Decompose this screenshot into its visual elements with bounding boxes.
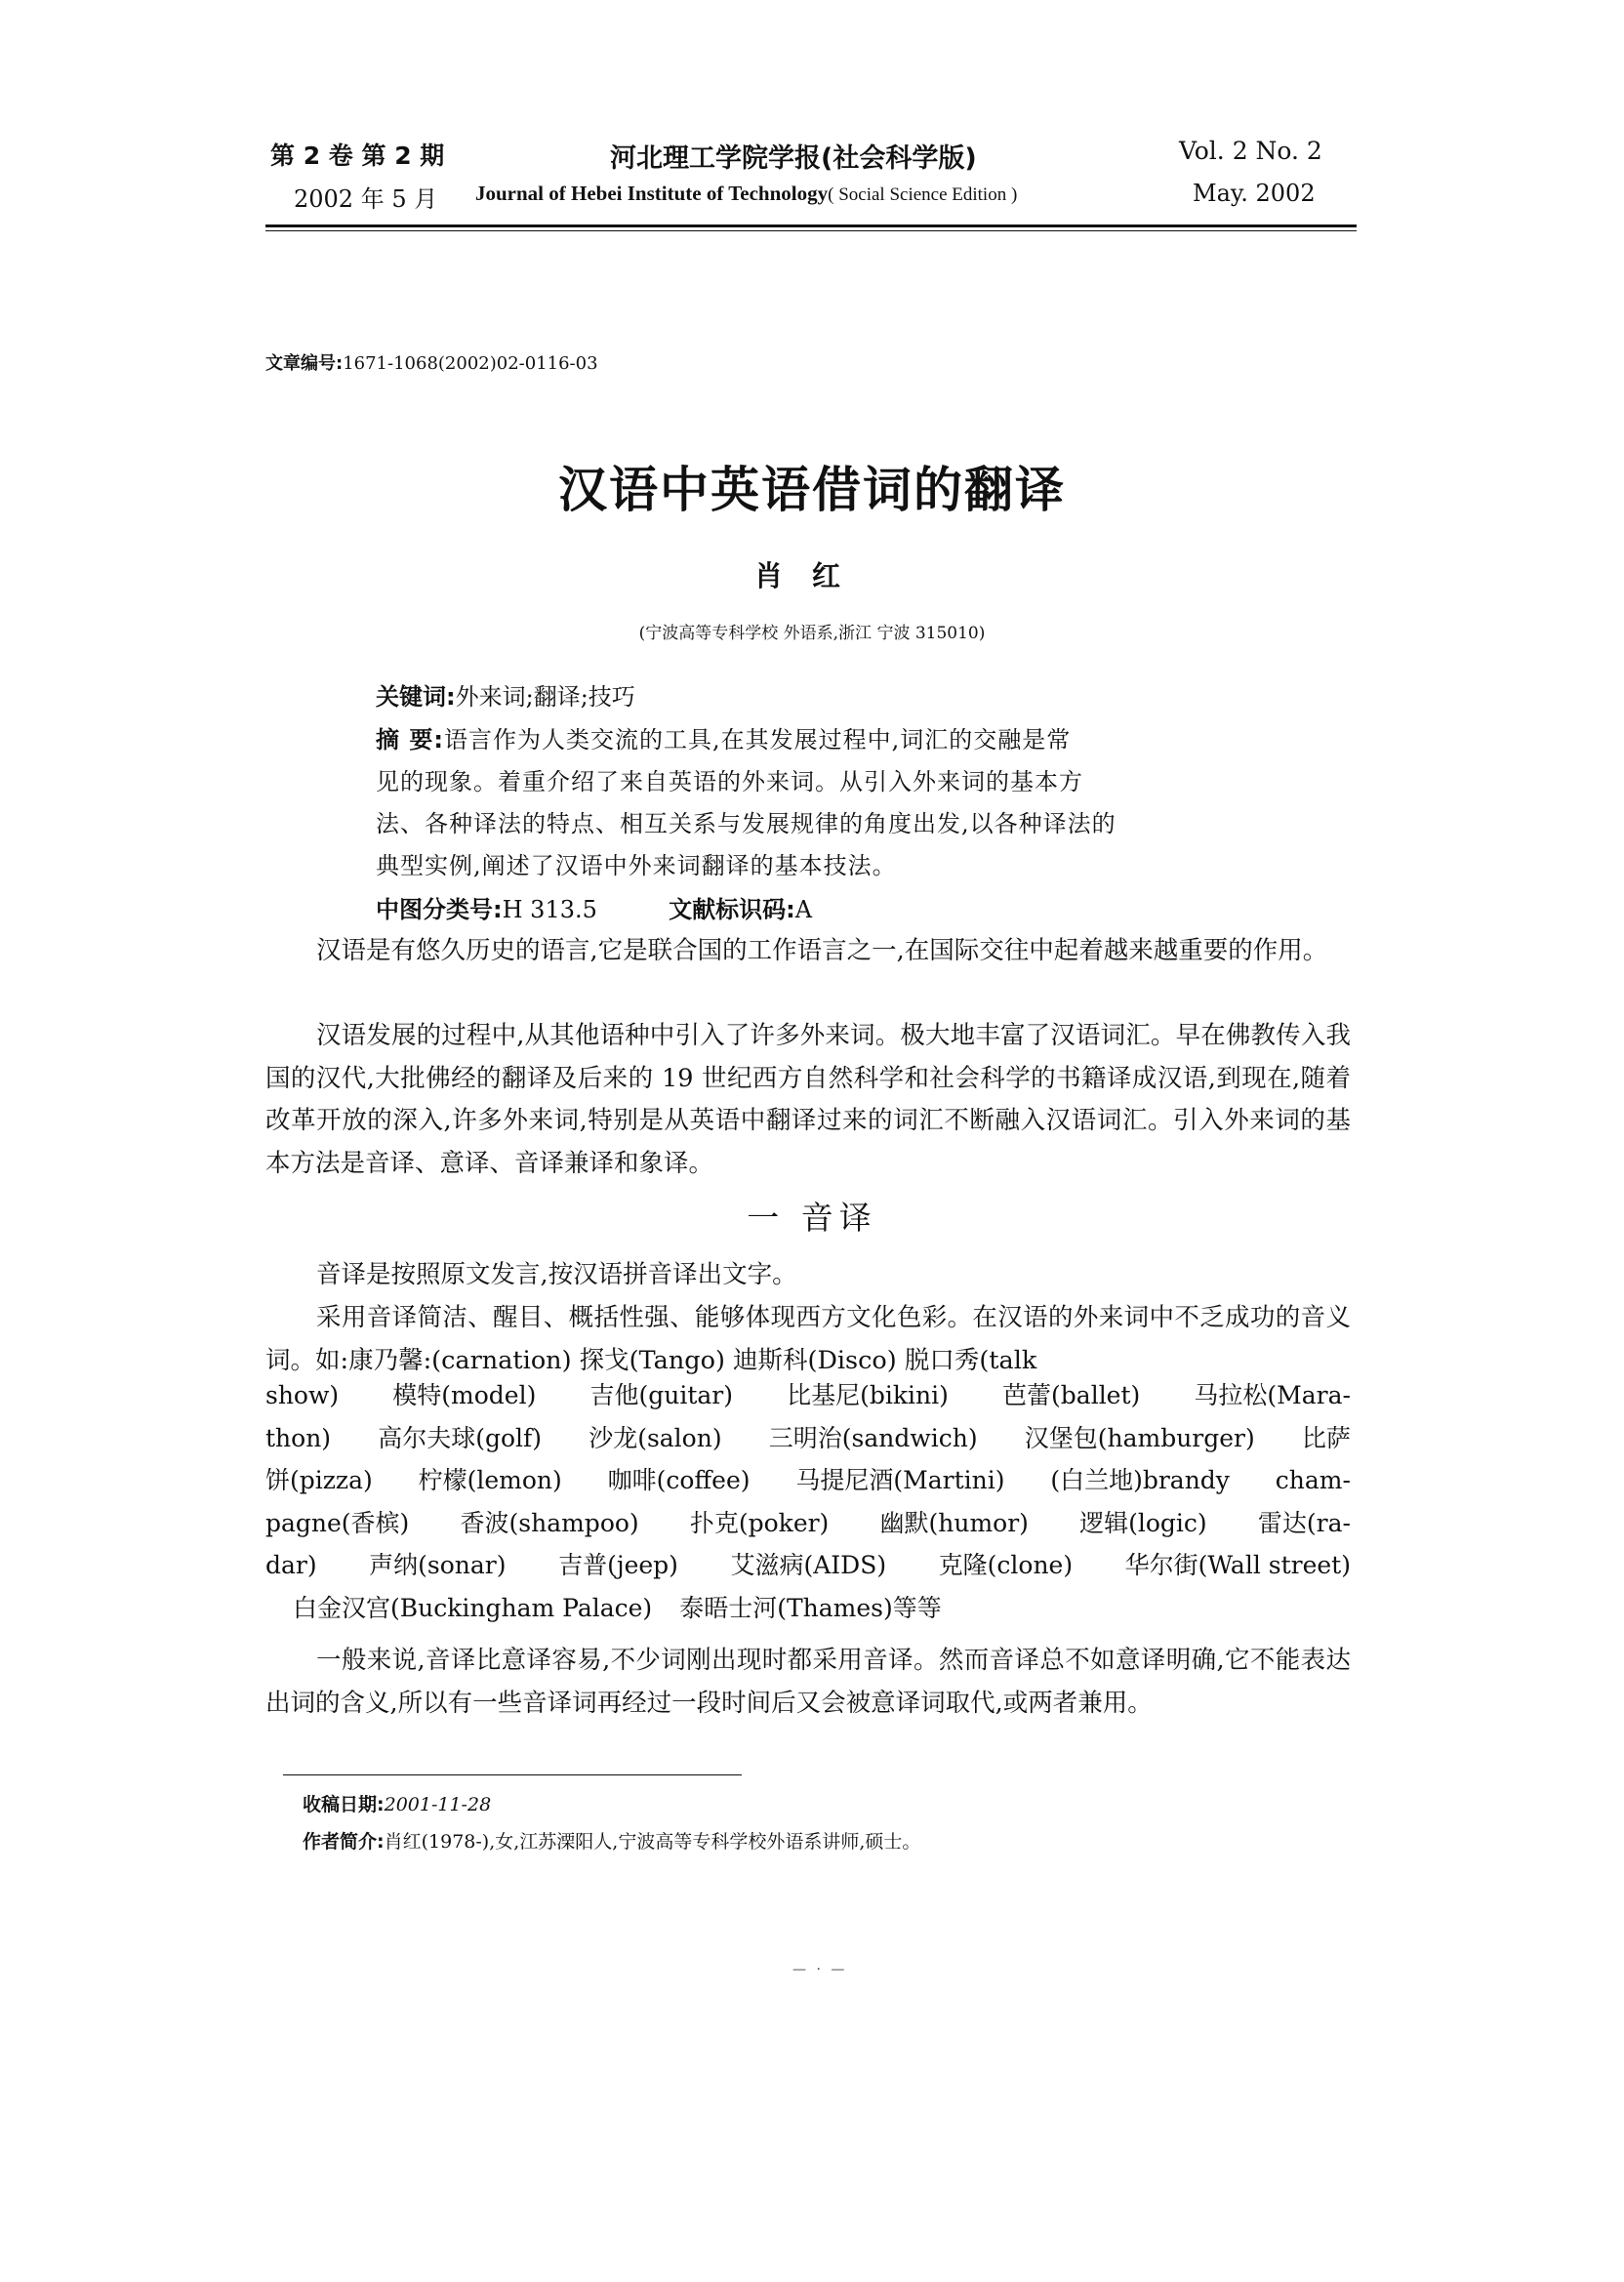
section-heading: 一 音译 [747, 1199, 877, 1237]
footnote-author [303, 1827, 920, 1854]
header-volume-issue-cn: 第 2 卷 第 2 期 [270, 142, 445, 170]
clc-value: H 313.5 [502, 896, 597, 923]
received-value: 2001-11-28 [384, 1794, 492, 1815]
keywords-value: 外来词;翻译;技巧 [455, 683, 635, 711]
example-line: 饼(pizza) 柠檬(lemon) 咖啡(coffee) 马提尼酒(Martini) (白兰地)brandy cham- [265, 1466, 1351, 1494]
abstract-line-3: 法、各种译法的特点、相互关系与发展规律的角度出发,以各种译法的 [376, 810, 1116, 837]
author-name: 肖红 [753, 559, 870, 592]
body-paragraph-4: 采用音译简洁、醒目、概括性强、能够体现西方文化色彩。在汉语的外来词中不乏成功的音义词。如:康乃馨:(carnation) 探戈(Tango) 迪斯科(Disco) 脱口秀(talk [265, 1303, 1351, 1375]
page-number: — · — [792, 1962, 848, 1977]
body-paragraph-1: 汉语是有悠久历史的语言,它是联合国的工作语言之一,在国际交往中起着越来越重要的作用。 [316, 936, 1328, 965]
footnote-rule [283, 1774, 742, 1775]
article-title: 汉语中英语借词的翻译 [558, 462, 1066, 518]
abstract-line-1: 摘 要:语言作为人类交流的工具,在其发展过程中,词汇的交融是常 [376, 726, 1072, 754]
header-journal-en [475, 182, 1017, 206]
header-journal-cn: 河北理工学院学报(社会科学版) [610, 143, 977, 174]
clc-label: 中图分类号: [376, 896, 503, 923]
body-paragraph-2: 汉语发展的过程中,从其他语种中引入了许多外来词。极大地丰富了汉语词汇。早在佛教传入我国的汉代,大批佛经的翻译及后来的 19 世纪西方自然科学和社会科学的书籍译成汉语,到现在,随着改革开放的深入,许多外来词,特别是从英语中翻译过来的词汇不断融入汉语词汇。引入外来词的基本方法是音译、意译、音译兼译和象译。 [265, 1021, 1351, 1178]
article-number-value: 1671-1068(2002)02-0116-03 [343, 353, 598, 374]
header-journal-en-edition: ( Social Science Edition ) [828, 184, 1018, 205]
footnote-received [303, 1790, 491, 1816]
header-rule-thick [265, 224, 1357, 227]
keywords [376, 677, 635, 712]
example-line: pagne(香槟) 香波(shampoo) 扑克(poker) 幽默(humor) 逻辑(logic) 雷达(ra- [265, 1508, 1351, 1537]
example-line: show) 模特(model) 吉他(guitar) 比基尼(bikini) 芭蕾(ballet) 马拉松(Mara- [265, 1381, 1351, 1409]
keywords-label: 关键词: [376, 683, 456, 711]
example-line: dar) 声纳(sonar) 吉普(jeep) 艾滋病(AIDS) 克隆(clone) 华尔街(Wall street) [265, 1551, 1351, 1579]
article-number-label: 文章编号: [265, 353, 344, 374]
body-paragraph-5: 一般来说,音译比意译容易,不少词刚出现时都采用音译。然而音译总不如意译明确,它不能表达出词的含义,所以有一些音译词再经过一段时间后又会被意译词取代,或两者兼用。 [265, 1646, 1351, 1718]
abstract-label: 摘 要: [376, 726, 444, 754]
body-paragraph-3: 音译是按照原文发言,按汉语拼音译出文字。 [316, 1260, 797, 1289]
doc-code-value: A [794, 896, 813, 923]
header-date-cn: 2002 年 5 月 [294, 185, 438, 213]
author-bio-label: 作者简介: [303, 1831, 385, 1853]
example-line: thon) 高尔夫球(golf) 沙龙(salon) 三明治(sandwich) 汉堡包(hamburger) 比萨 [265, 1423, 1351, 1452]
header-volume-issue-en: Vol. 2 No. 2 [1179, 137, 1322, 165]
doc-code-label: 文献标识码: [669, 896, 795, 923]
author-bio-value: 肖红(1978-),女,江苏溧阳人,宁波高等专科学校外语系讲师,硕士。 [384, 1831, 921, 1853]
abstract-line-2: 见的现象。着重介绍了来自英语的外来词。从引入外来词的基本方 [376, 768, 1083, 795]
header-journal-en-main: Journal of Hebei Institute of Technology [475, 182, 829, 205]
loanword-examples [265, 1374, 1351, 1629]
received-label: 收稿日期: [303, 1794, 385, 1815]
abstract-line-4: 典型实例,阐述了汉语中外来词翻译的基本技法。 [376, 852, 897, 879]
article-number [265, 349, 598, 375]
header-date-en: May. 2002 [1193, 180, 1316, 207]
header-rule-thin [265, 230, 1357, 231]
example-line: 白金汉宫(Buckingham Palace) 泰晤士河(Thames)等等 [293, 1593, 942, 1622]
classification [376, 890, 812, 924]
author-affiliation: (宁波高等专科学校 外语系,浙江 宁波 315010) [638, 624, 986, 643]
